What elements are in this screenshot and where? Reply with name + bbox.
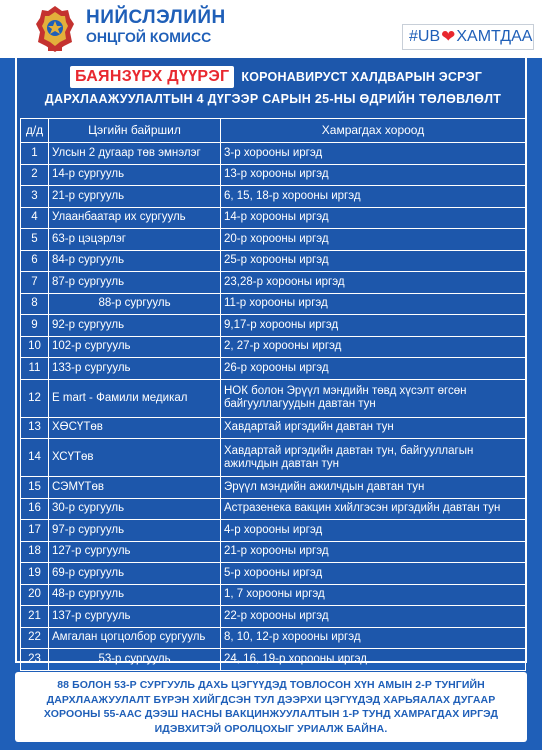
table-row [21,541,526,563]
table-row [21,315,526,337]
row-coverage: 2, 27-р хорооны иргэд [221,336,526,358]
schedule-table [20,118,526,671]
org-name [86,8,226,44]
row-location: 21-р сургууль [49,186,221,208]
org-name-line1: НИЙСЛЭЛИЙН [86,7,226,28]
table-row [21,606,526,628]
row-coverage: 26-р хорооны иргэд [221,358,526,380]
row-number: 16 [21,498,49,520]
row-number: 13 [21,417,49,439]
header-number: д/д [21,119,49,143]
brand-suffix: ХАМТДАА [456,28,533,45]
row-location: СЭМҮТөв [49,477,221,499]
brand-prefix: #UB [409,28,441,45]
row-coverage: НОК болон Эрүүл мэндийн төвд хүсэлт өгсөн байгууллагуудын давтан тун [221,379,526,417]
row-number: 14 [21,439,49,477]
table-row [21,627,526,649]
schedule-panel [15,58,527,663]
header-coverage: Хамрагдах хороод [221,119,526,143]
row-location: 137-р сургууль [49,606,221,628]
row-location: 97-р сургууль [49,520,221,542]
row-number: 11 [21,358,49,380]
row-location: 88-р сургууль [49,293,221,315]
header-location: Цэгийн байршил [49,119,221,143]
row-location: 48-р сургууль [49,584,221,606]
row-number: 18 [21,541,49,563]
row-coverage: Хавдартай иргэдийн давтан тун [221,417,526,439]
row-coverage: 20-р хорооны иргэд [221,229,526,251]
row-number: 12 [21,379,49,417]
table-row [21,272,526,294]
table-row [21,439,526,477]
row-coverage: Эрүүл мэндийн ажилчдын давтан тун [221,477,526,499]
row-coverage: 9,17-р хорооны иргэд [221,315,526,337]
row-coverage: 21-р хорооны иргэд [221,541,526,563]
table-row [21,563,526,585]
row-location: 14-р сургууль [49,164,221,186]
title-row [70,65,490,89]
row-location: 133-р сургууль [49,358,221,380]
row-number: 9 [21,315,49,337]
state-emblem-icon [34,4,76,54]
row-coverage: 4-р хорооны иргэд [221,520,526,542]
row-location: 87-р сургууль [49,272,221,294]
table-row [21,164,526,186]
row-number: 15 [21,477,49,499]
row-location: 63-р цэцэрлэг [49,229,221,251]
table-row [21,358,526,380]
row-coverage: 3-р хорооны иргэд [221,143,526,165]
table-row [21,649,526,671]
row-number: 4 [21,207,49,229]
row-coverage: 6, 15, 18-р хорооны иргэд [221,186,526,208]
footer-notice: 88 БОЛОН 53-Р СУРГУУЛЬ ДАХЬ ЦЭГҮҮДЭД ТОВЛОСОН ХҮН АМЫН 2-Р ТУНГИЙН ДАРХЛААЖУУЛАЛТ БҮРЭН ХИЙГДСЭН ТУЛ ДЭЭРХИ ЦЭГҮҮДЭД ХАРЬЯАЛАХ ДУГААР ХОРООНЫ 55-ААС ДЭЭШ НАСНЫ ВАКЦИНЖУУЛАЛТЫН 1-Р ТУНД ХАМРАГДАХ ИРГЭД ИДЭВХИТЭЙ ОРОЛЦОХЫГ УРИАЛЖ БАЙНА. [15,672,527,742]
table-row [21,498,526,520]
row-number: 7 [21,272,49,294]
table-row [21,520,526,542]
row-location: Улаанбаатар их сургууль [49,207,221,229]
district-badge: БАЯНЗҮРХ ДҮҮРЭГ [70,66,234,88]
table-row [21,186,526,208]
row-location: Амгалан цогцолбор сургууль [49,627,221,649]
row-number: 3 [21,186,49,208]
row-coverage: 23,28-р хорооны иргэд [221,272,526,294]
table-row [21,477,526,499]
table-row [21,379,526,417]
header-bar [0,0,542,58]
table-row [21,417,526,439]
row-number: 8 [21,293,49,315]
row-coverage: 8, 10, 12-р хорооны иргэд [221,627,526,649]
row-location: 53-р сургууль [49,649,221,671]
row-coverage: 5-р хорооны иргэд [221,563,526,585]
table-row [21,293,526,315]
row-coverage: 25-р хорооны иргэд [221,250,526,272]
row-location: E mart - Фамили медикал [49,379,221,417]
row-location: 84-р сургууль [49,250,221,272]
org-name-line2: ОНЦГОЙ КОМИСС [86,29,212,45]
heart-icon: ❤ [441,27,456,46]
row-number: 19 [21,563,49,585]
row-coverage: 11-р хорооны иргэд [221,293,526,315]
title-line1: КОРОНАВИРУСТ ХАЛДВАРЫН ЭСРЭГ [241,70,483,84]
row-location: 92-р сургууль [49,315,221,337]
row-number: 1 [21,143,49,165]
table-row [21,143,526,165]
table-row [21,229,526,251]
row-coverage: 22-р хорооны иргэд [221,606,526,628]
row-location: 30-р сургууль [49,498,221,520]
row-number: 20 [21,584,49,606]
row-number: 10 [21,336,49,358]
row-location: 69-р сургууль [49,563,221,585]
row-location: Улсын 2 дугаар төв эмнэлэг [49,143,221,165]
row-location: 102-р сургууль [49,336,221,358]
brand-hashtag [402,24,534,50]
title-line2: ДАРХЛААЖУУЛАЛТЫН 4 ДҮГЭЭР САРЫН 25-НЫ ӨДРИЙН ТӨЛӨВЛӨЛТ [44,92,502,106]
row-coverage: 13-р хорооны иргэд [221,164,526,186]
table-row [21,336,526,358]
row-location: ХӨСҮТөв [49,417,221,439]
row-number: 17 [21,520,49,542]
row-location: ХСҮТөв [49,439,221,477]
table-header-row [21,119,526,143]
row-number: 21 [21,606,49,628]
row-number: 2 [21,164,49,186]
table-body [21,143,526,671]
row-number: 22 [21,627,49,649]
row-coverage: Астразенека вакцин хийлгэсэн иргэдийн давтан тун [221,498,526,520]
table-row [21,250,526,272]
row-coverage: 1, 7 хорооны иргэд [221,584,526,606]
table-row [21,584,526,606]
row-number: 6 [21,250,49,272]
row-number: 5 [21,229,49,251]
row-coverage: 14-р хорооны иргэд [221,207,526,229]
table-row [21,207,526,229]
row-coverage: 24, 16, 19-р хорооны иргэд [221,649,526,671]
row-location: 127-р сургууль [49,541,221,563]
row-coverage: Хавдартай иргэдийн давтан тун, байгууллагын ажилчдын давтан тун [221,439,526,477]
row-number: 23 [21,649,49,671]
